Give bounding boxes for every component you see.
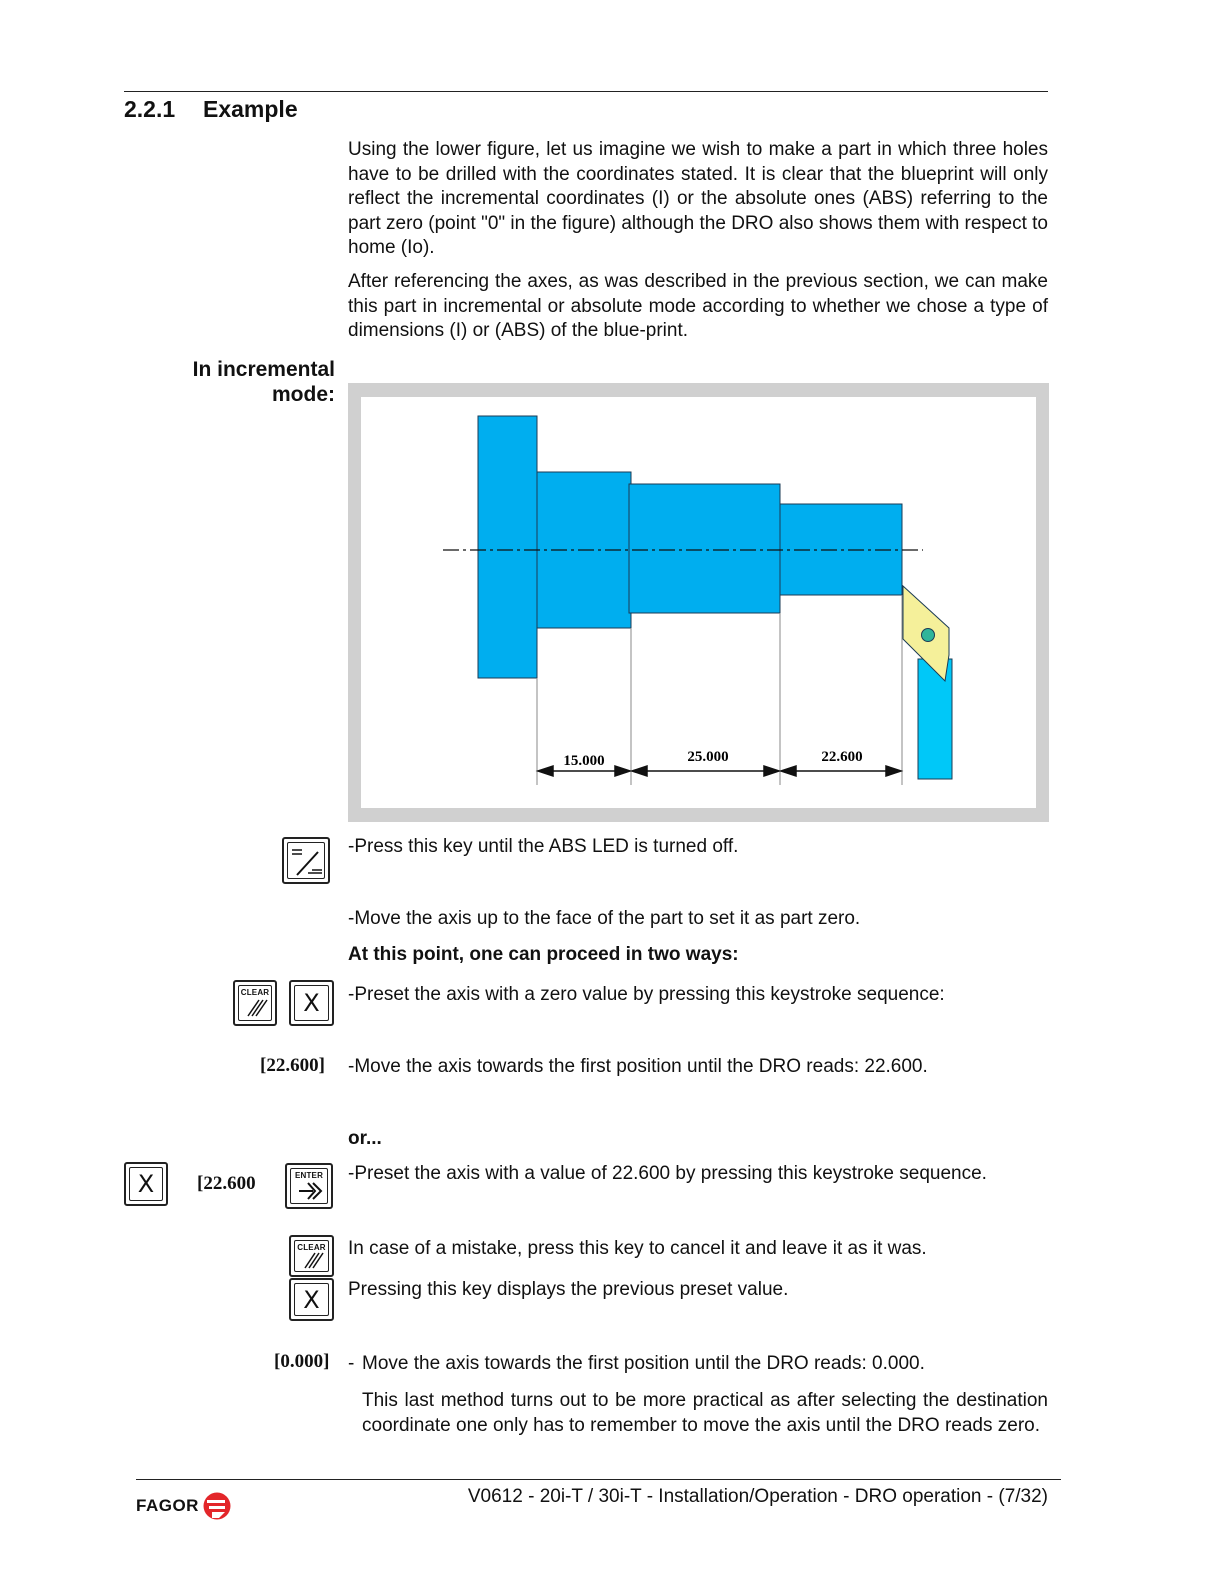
abs-inc-icon <box>288 843 326 880</box>
enter-key[interactable] <box>285 1163 333 1209</box>
dro-value-22600: [22.600] <box>260 1055 325 1076</box>
part-diagram <box>348 383 1049 822</box>
step-move-first-22600: -Move the axis towards the first position until the DRO reads: 22.600. <box>348 1056 928 1077</box>
fagor-logo-icon <box>202 1491 232 1521</box>
clear-key-2-label: CLEAR <box>297 1243 326 1252</box>
step-two-ways: At this point, one can proceed in two ways: <box>348 944 739 965</box>
x-axis-key-2-label: X <box>129 1167 163 1201</box>
clear-key-label: CLEAR <box>240 988 270 997</box>
incremental-mode-label-line2: mode: <box>272 383 335 406</box>
x-axis-key-3[interactable] <box>289 1278 334 1321</box>
clear-key-face <box>238 985 272 1021</box>
dro-value-0: [0.000] <box>274 1351 330 1372</box>
step-move-first-0: Move the axis towards the first position until the DRO reads: 0.000. <box>362 1353 925 1374</box>
dimension-label-2: 25.000 <box>687 749 729 765</box>
section-title: Example <box>203 96 298 122</box>
footer-rule <box>136 1479 1061 1480</box>
footer-text: V0612 - 20i-T / 30i-T - Installation/Operation - DRO operation - (7/32) <box>467 1486 1048 1507</box>
typed-value-22600: [22.600 <box>197 1173 256 1194</box>
incremental-mode-label <box>150 357 335 407</box>
step-or: or... <box>348 1128 382 1149</box>
step-practical: This last method turns out to be more practical as after selecting the destination coordinate one only has to remember to move the axis until the DRO reads zero. <box>362 1390 1048 1436</box>
intro-paragraph-1: Using the lower figure, let us imagine we wish to make a part in which three holes have to be drilled with the coordinates stated. It is clear that the blueprint will only reflect the incremental coordinates (I) or the absolute ones (ABS) referring to the part zero (point "0" in the figure) although the DRO also shows them with respect to home (Io). <box>348 139 1048 258</box>
enter-key-face <box>290 1168 328 1204</box>
step-previous: Pressing this key displays the previous preset value. <box>348 1279 789 1300</box>
x-axis-key[interactable] <box>289 980 334 1026</box>
step-preset-22600: -Preset the axis with a value of 22.600 by pressing this keystroke sequence. <box>348 1163 987 1184</box>
incremental-mode-label-line1: In incremental <box>192 358 335 381</box>
step-mistake: In case of a mistake, press this key to cancel it and leave it as it was. <box>348 1238 927 1259</box>
dimension-label-1: 15.000 <box>563 753 605 769</box>
abs-inc-key-face <box>287 842 325 879</box>
fagor-logo <box>136 1491 232 1521</box>
abs-inc-key[interactable] <box>282 837 330 884</box>
x-axis-key-3-label: X <box>294 1283 329 1316</box>
clear-slash-icon-2 <box>295 1241 330 1273</box>
clear-key-2-face <box>294 1240 329 1272</box>
part-flange <box>478 416 537 678</box>
fagor-logo-text: FAGOR <box>136 1496 199 1515</box>
section-number: 2.2.1 <box>124 96 176 122</box>
step-preset-zero: -Preset the axis with a zero value by pressing this keystroke sequence: <box>348 984 945 1005</box>
x-axis-key-label: X <box>294 985 329 1021</box>
clear-key[interactable] <box>233 980 277 1026</box>
tool-screw <box>922 629 935 642</box>
dimension-label-3: 22.600 <box>821 749 863 765</box>
step-dash: - <box>348 1353 355 1374</box>
intro-paragraph-2: After referencing the axes, as was described in the previous section, we can make this part in incremental or absolute mode according to whether we chose a type of dimensions (I) or (ABS) of the blue-print. <box>348 271 1048 341</box>
clear-slash-icon <box>239 986 273 1022</box>
tool-holder <box>918 659 952 779</box>
part-step-2 <box>629 484 780 613</box>
enter-arrow-icon <box>291 1169 329 1205</box>
header-rule <box>124 91 1048 92</box>
enter-key-label: ENTER <box>294 1171 324 1180</box>
step-press-abs: -Press this key until the ABS LED is turned off. <box>348 836 739 857</box>
step-move-face: -Move the axis up to the face of the part to set it as part zero. <box>348 908 861 929</box>
clear-key-2[interactable] <box>289 1235 334 1277</box>
x-axis-key-2[interactable] <box>124 1162 168 1206</box>
